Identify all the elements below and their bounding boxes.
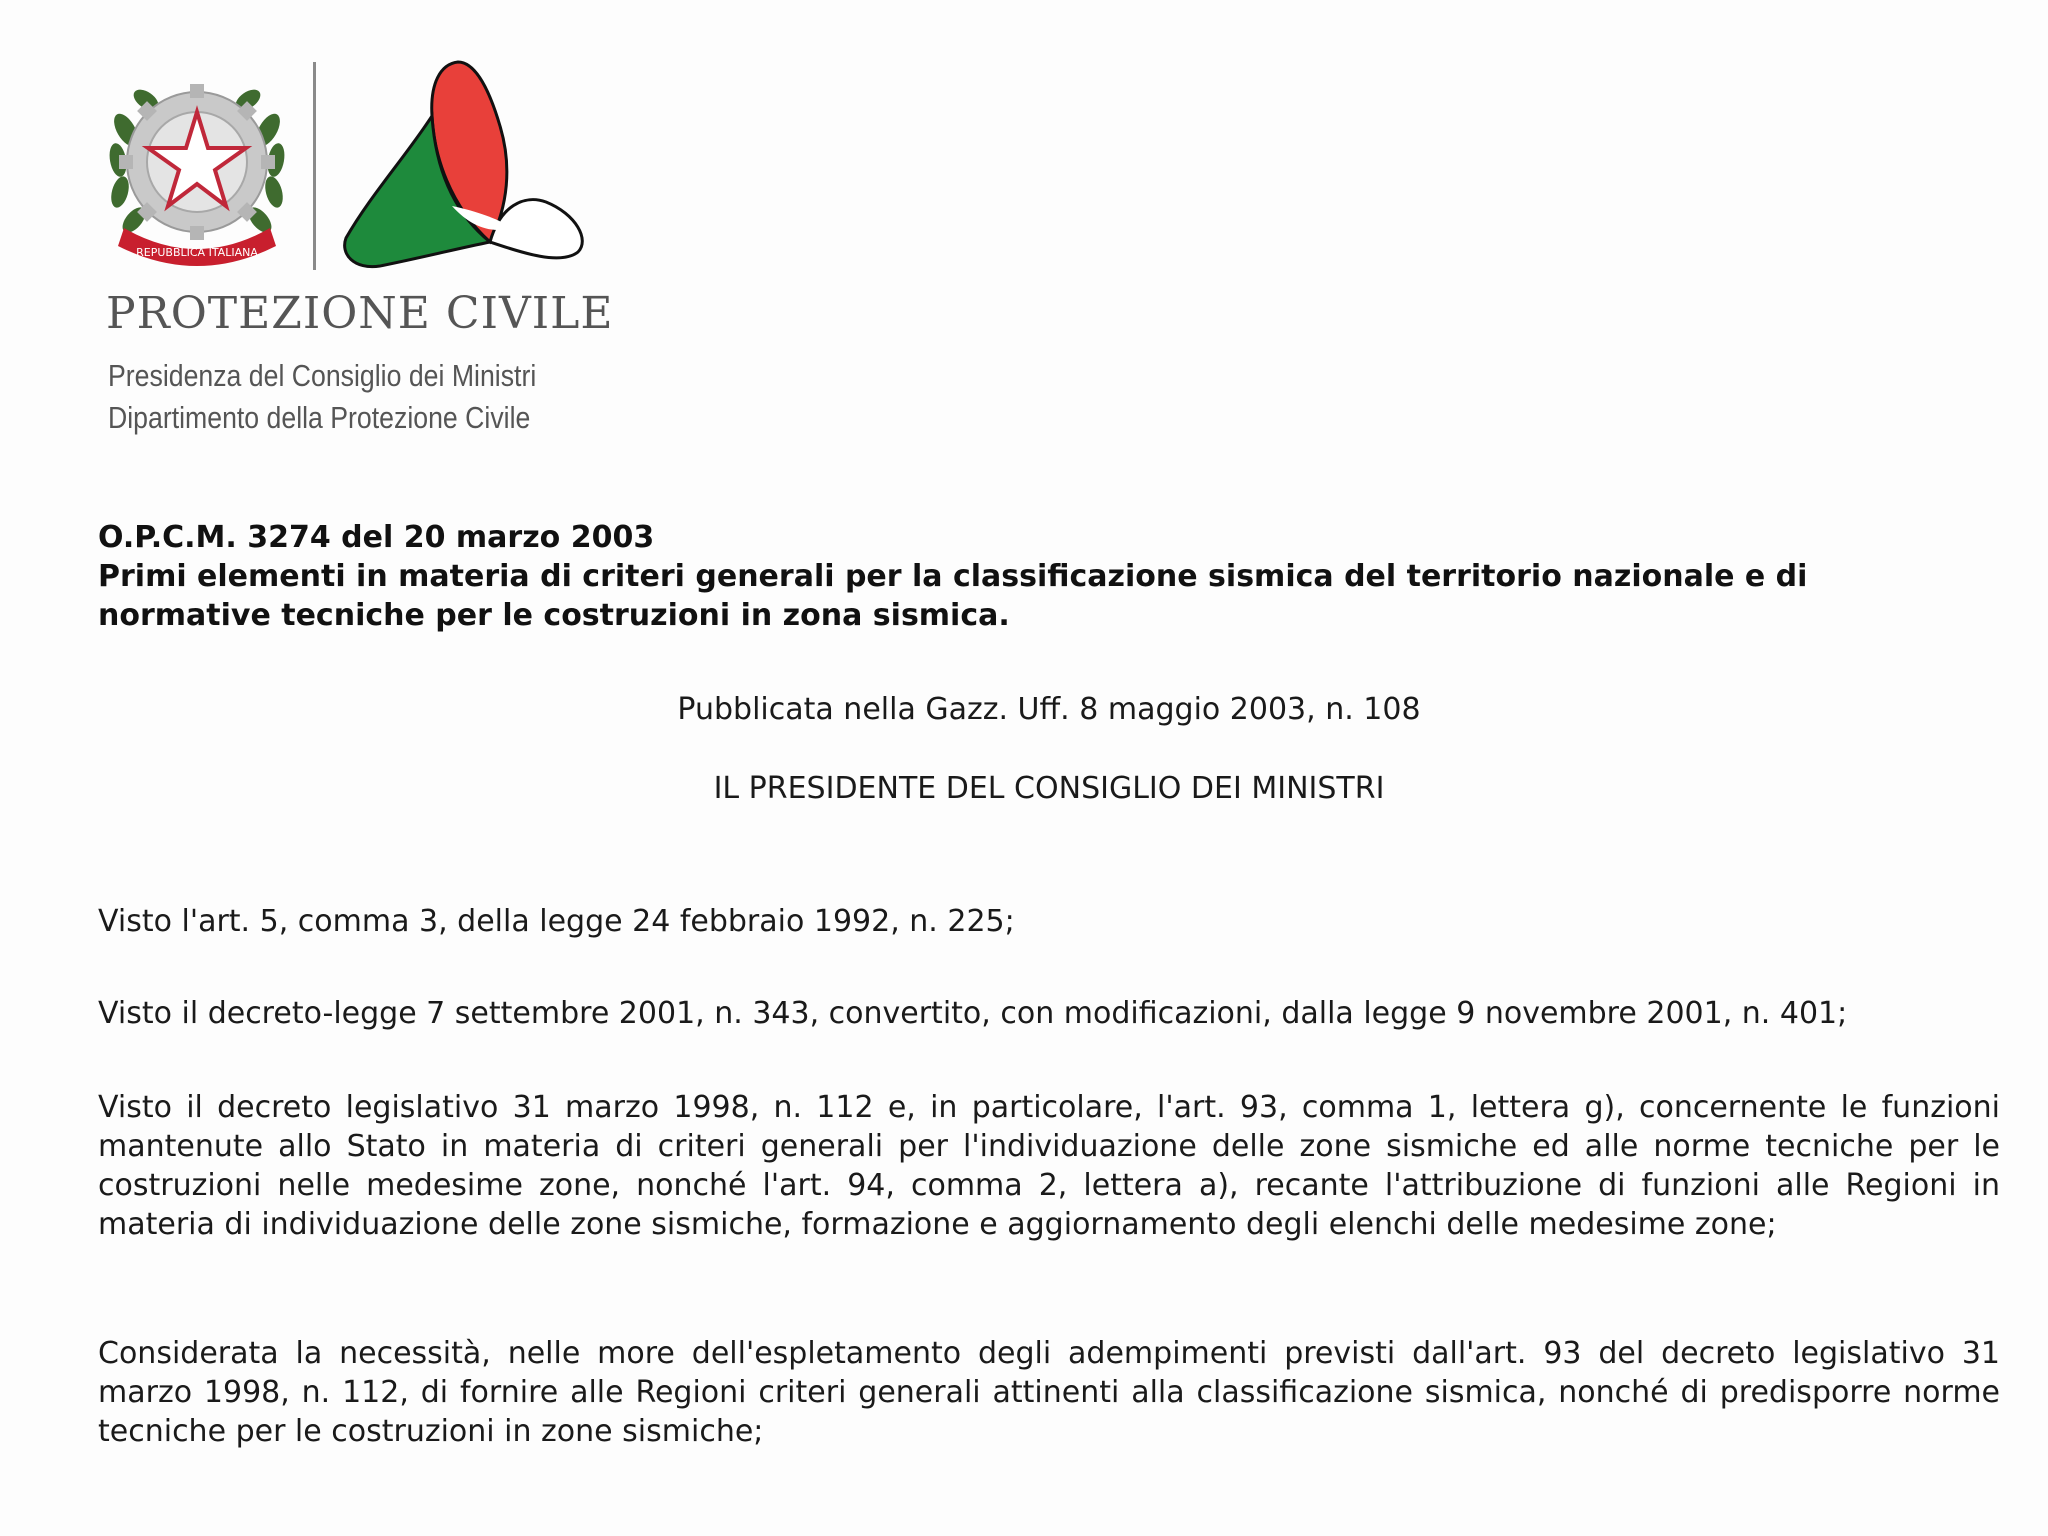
publication-note: Pubblicata nella Gazz. Uff. 8 maggio 2003, n. 108 [677, 692, 1421, 727]
protezione-civile-logo [100, 52, 614, 452]
italian-republic-emblem-icon [104, 60, 290, 274]
document-title [98, 518, 1998, 635]
paragraph-3: Visto il decreto legislativo 31 marzo 1998, n. 112 e, in particolare, l'art. 93, comma 1, lettera g), concernente le funzioni mantenute allo Stato in materia di criteri generali per l'individuazione delle zone sismiche ed alle norme tecniche per le costruzioni nelle medesime zone, nonché l'art. 94, comma 2, lettera a), recante l'attribuzione di funzioni alle Regioni in materia di individuazione delle zone sismiche, formazione e aggiornamento degli elenchi delle medesime zone; [98, 1090, 2000, 1242]
title-reference: O.P.C.M. 3274 del 20 marzo 2003 [98, 520, 655, 555]
paragraph-2: Visto il decreto-legge 7 settembre 2001, n. 343, convertito, con modificazioni, dalla legge 9 novembre 2001, n. 401; [98, 996, 1848, 1031]
issuer-heading: IL PRESIDENTE DEL CONSIGLIO DEI MINISTRI [713, 771, 1385, 806]
paragraph-1: Visto l'art. 5, comma 3, della legge 24 febbraio 1992, n. 225; [98, 904, 1015, 939]
paragraph-4: Considerata la necessità, nelle more dell'espletamento degli adempimenti previsti dall'art. 93 del decreto legislativo 31 marzo 1998, n. 112, di fornire alle Regioni criteri generali attinenti alla classificazione sismica, nonché di predisporre norme tecniche per le costruzioni in zone sismiche; [98, 1336, 2000, 1449]
logo-divider [313, 62, 316, 270]
title-subject-line-2: normative tecniche per le costruzioni in zona sismica. [98, 598, 1010, 633]
brand-subtitle-presidency: Presidenza del Consiglio dei Ministri [108, 358, 537, 393]
title-subject-line-1: Primi elementi in materia di criteri generali per la classificazione sismica del territorio nazionale e di [98, 559, 1808, 594]
svg-text:REPUBBLICA ITALIANA: REPUBBLICA ITALIANA [136, 246, 258, 259]
brand-name: PROTEZIONE CIVILE [106, 288, 614, 339]
brand-subtitle-department: Dipartimento della Protezione Civile [108, 400, 531, 435]
protezione-civile-mark-icon [340, 56, 590, 278]
